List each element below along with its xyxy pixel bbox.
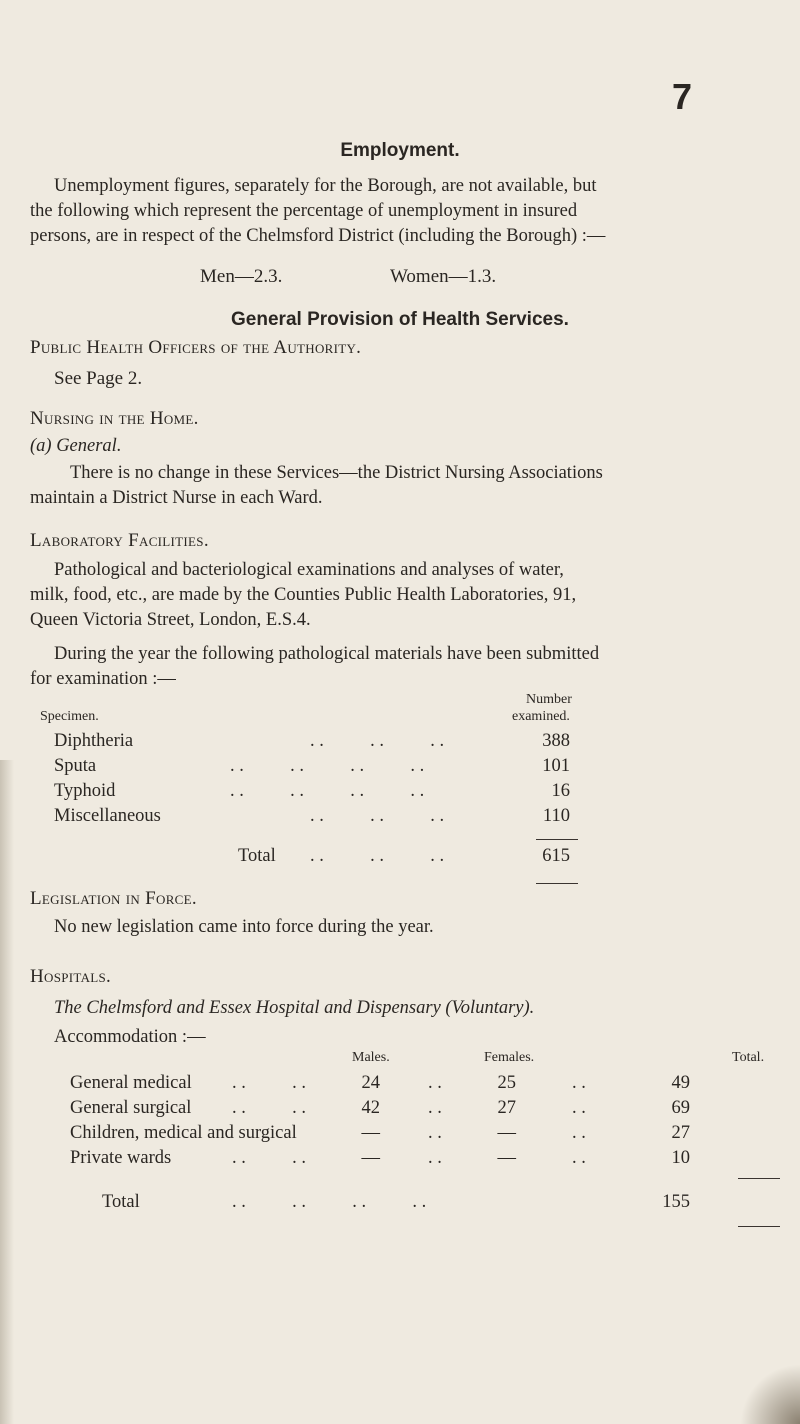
subtotal-rule <box>536 839 578 840</box>
page-number: 7 <box>672 76 693 117</box>
leader-dots: . . . . . . <box>310 846 445 866</box>
females-value: 25 <box>497 1073 516 1093</box>
total-label: Total <box>238 846 276 866</box>
specimen-name: Miscellaneous <box>54 806 161 826</box>
leader-dots: . . . . . . . . <box>232 1192 427 1212</box>
col-examined-header: examined. <box>512 709 570 724</box>
specimen-count: 16 <box>551 781 570 801</box>
leader-dots: . . <box>428 1098 442 1118</box>
legislation-heading: Legislation in Force. <box>30 888 197 909</box>
col-males-header: Males. <box>352 1050 390 1065</box>
legislation-para: No new legislation came into force during the year. <box>54 917 434 937</box>
specimen-count: 101 <box>542 756 570 776</box>
specimen-name: Diphtheria <box>54 731 134 751</box>
laboratory-para1-line-3: Queen Victoria Street, London, E.S.4. <box>30 610 311 630</box>
total-value: 10 <box>671 1148 690 1168</box>
males-value: — <box>361 1123 380 1143</box>
laboratory-para2-line-1: During the year the following pathological materials have been submitted <box>54 644 600 664</box>
males-value: — <box>361 1148 380 1168</box>
ward-name: Private wards <box>70 1148 172 1168</box>
females-value: 27 <box>497 1098 516 1118</box>
subtotal-rule <box>738 1178 780 1179</box>
leader-dots: . . <box>572 1148 586 1168</box>
males-value: 24 <box>361 1073 380 1093</box>
leader-dots: . . <box>428 1148 442 1168</box>
nursing-para-line-2: maintain a District Nurse in each Ward. <box>30 488 323 508</box>
employment-para-line-1: Unemployment figures, separately for the Borough, are not available, but <box>54 176 597 196</box>
leader-dots: . . . . <box>232 1073 306 1093</box>
specimen-count: 110 <box>542 806 570 826</box>
women-rate: Women—1.3. <box>390 266 497 287</box>
col-specimen-header: Specimen. <box>40 709 99 724</box>
employment-heading: Employment. <box>340 140 460 161</box>
leader-dots: . . . . <box>232 1098 306 1118</box>
men-rate: Men—2.3. <box>200 266 283 287</box>
leader-dots: . . . . . . . . <box>230 756 425 776</box>
col-total-header: Total. <box>732 1050 765 1065</box>
total-rule <box>536 883 578 884</box>
total-value: 69 <box>671 1098 690 1118</box>
leader-dots: . . . . . . <box>310 806 445 826</box>
specimen-name: Typhoid <box>54 781 116 801</box>
laboratory-para1-line-1: Pathological and bacteriological examinations and analyses of water, <box>54 560 564 580</box>
officers-heading: Public Health Officers of the Authority. <box>30 337 362 358</box>
leader-dots: . . <box>428 1123 442 1143</box>
females-value: — <box>497 1148 516 1168</box>
see-page-note: See Page 2. <box>54 368 143 389</box>
total-value: 49 <box>671 1073 690 1093</box>
col-number-header: Number <box>526 692 572 707</box>
nursing-sub-heading: (a) General. <box>30 436 122 456</box>
general-provision-heading: General Provision of Health Services. <box>231 309 569 330</box>
leader-dots: . . . . . . . . <box>230 781 425 801</box>
nursing-para-line-1: There is no change in these Services—the District Nursing Associations <box>70 463 603 483</box>
total-value: 27 <box>671 1123 690 1143</box>
leader-dots: . . . . . . <box>310 731 445 751</box>
laboratory-heading: Laboratory Facilities. <box>30 530 209 551</box>
specimen-name: Sputa <box>54 756 97 776</box>
females-value: — <box>497 1123 516 1143</box>
leader-dots: . . <box>428 1073 442 1093</box>
leader-dots: . . . . <box>232 1148 306 1168</box>
hospital-title: The Chelmsford and Essex Hospital and Dispensary (Voluntary). <box>54 998 535 1018</box>
ward-name: General medical <box>70 1073 192 1093</box>
accommodation-label: Accommodation :— <box>54 1027 206 1047</box>
nursing-heading: Nursing in the Home. <box>30 408 199 429</box>
specimen-count: 388 <box>542 731 570 751</box>
ward-name: General surgical <box>70 1098 192 1118</box>
leader-dots: . . <box>572 1123 586 1143</box>
page-corner-shadow <box>740 1364 800 1424</box>
ward-name: Children, medical and surgical <box>70 1123 297 1143</box>
col-females-header: Females. <box>484 1050 535 1065</box>
employment-para-line-2: the following which represent the percentage of unemployment in insured <box>30 201 578 221</box>
leader-dots: . . <box>572 1098 586 1118</box>
males-value: 42 <box>361 1098 380 1118</box>
employment-para-line-3: persons, are in respect of the Chelmsford District (including the Borough) :— <box>30 226 606 246</box>
accommodation-total: 155 <box>662 1192 690 1212</box>
laboratory-para2-line-2: for examination :— <box>30 669 176 689</box>
page-edge-shadow <box>0 760 14 1424</box>
total-rule <box>738 1226 780 1227</box>
hospitals-heading: Hospitals. <box>30 966 112 987</box>
total-label: Total <box>102 1192 140 1212</box>
leader-dots: . . <box>572 1073 586 1093</box>
specimen-total: 615 <box>542 846 570 866</box>
laboratory-para1-line-2: milk, food, etc., are made by the Counties Public Health Laboratories, 91, <box>30 585 577 605</box>
